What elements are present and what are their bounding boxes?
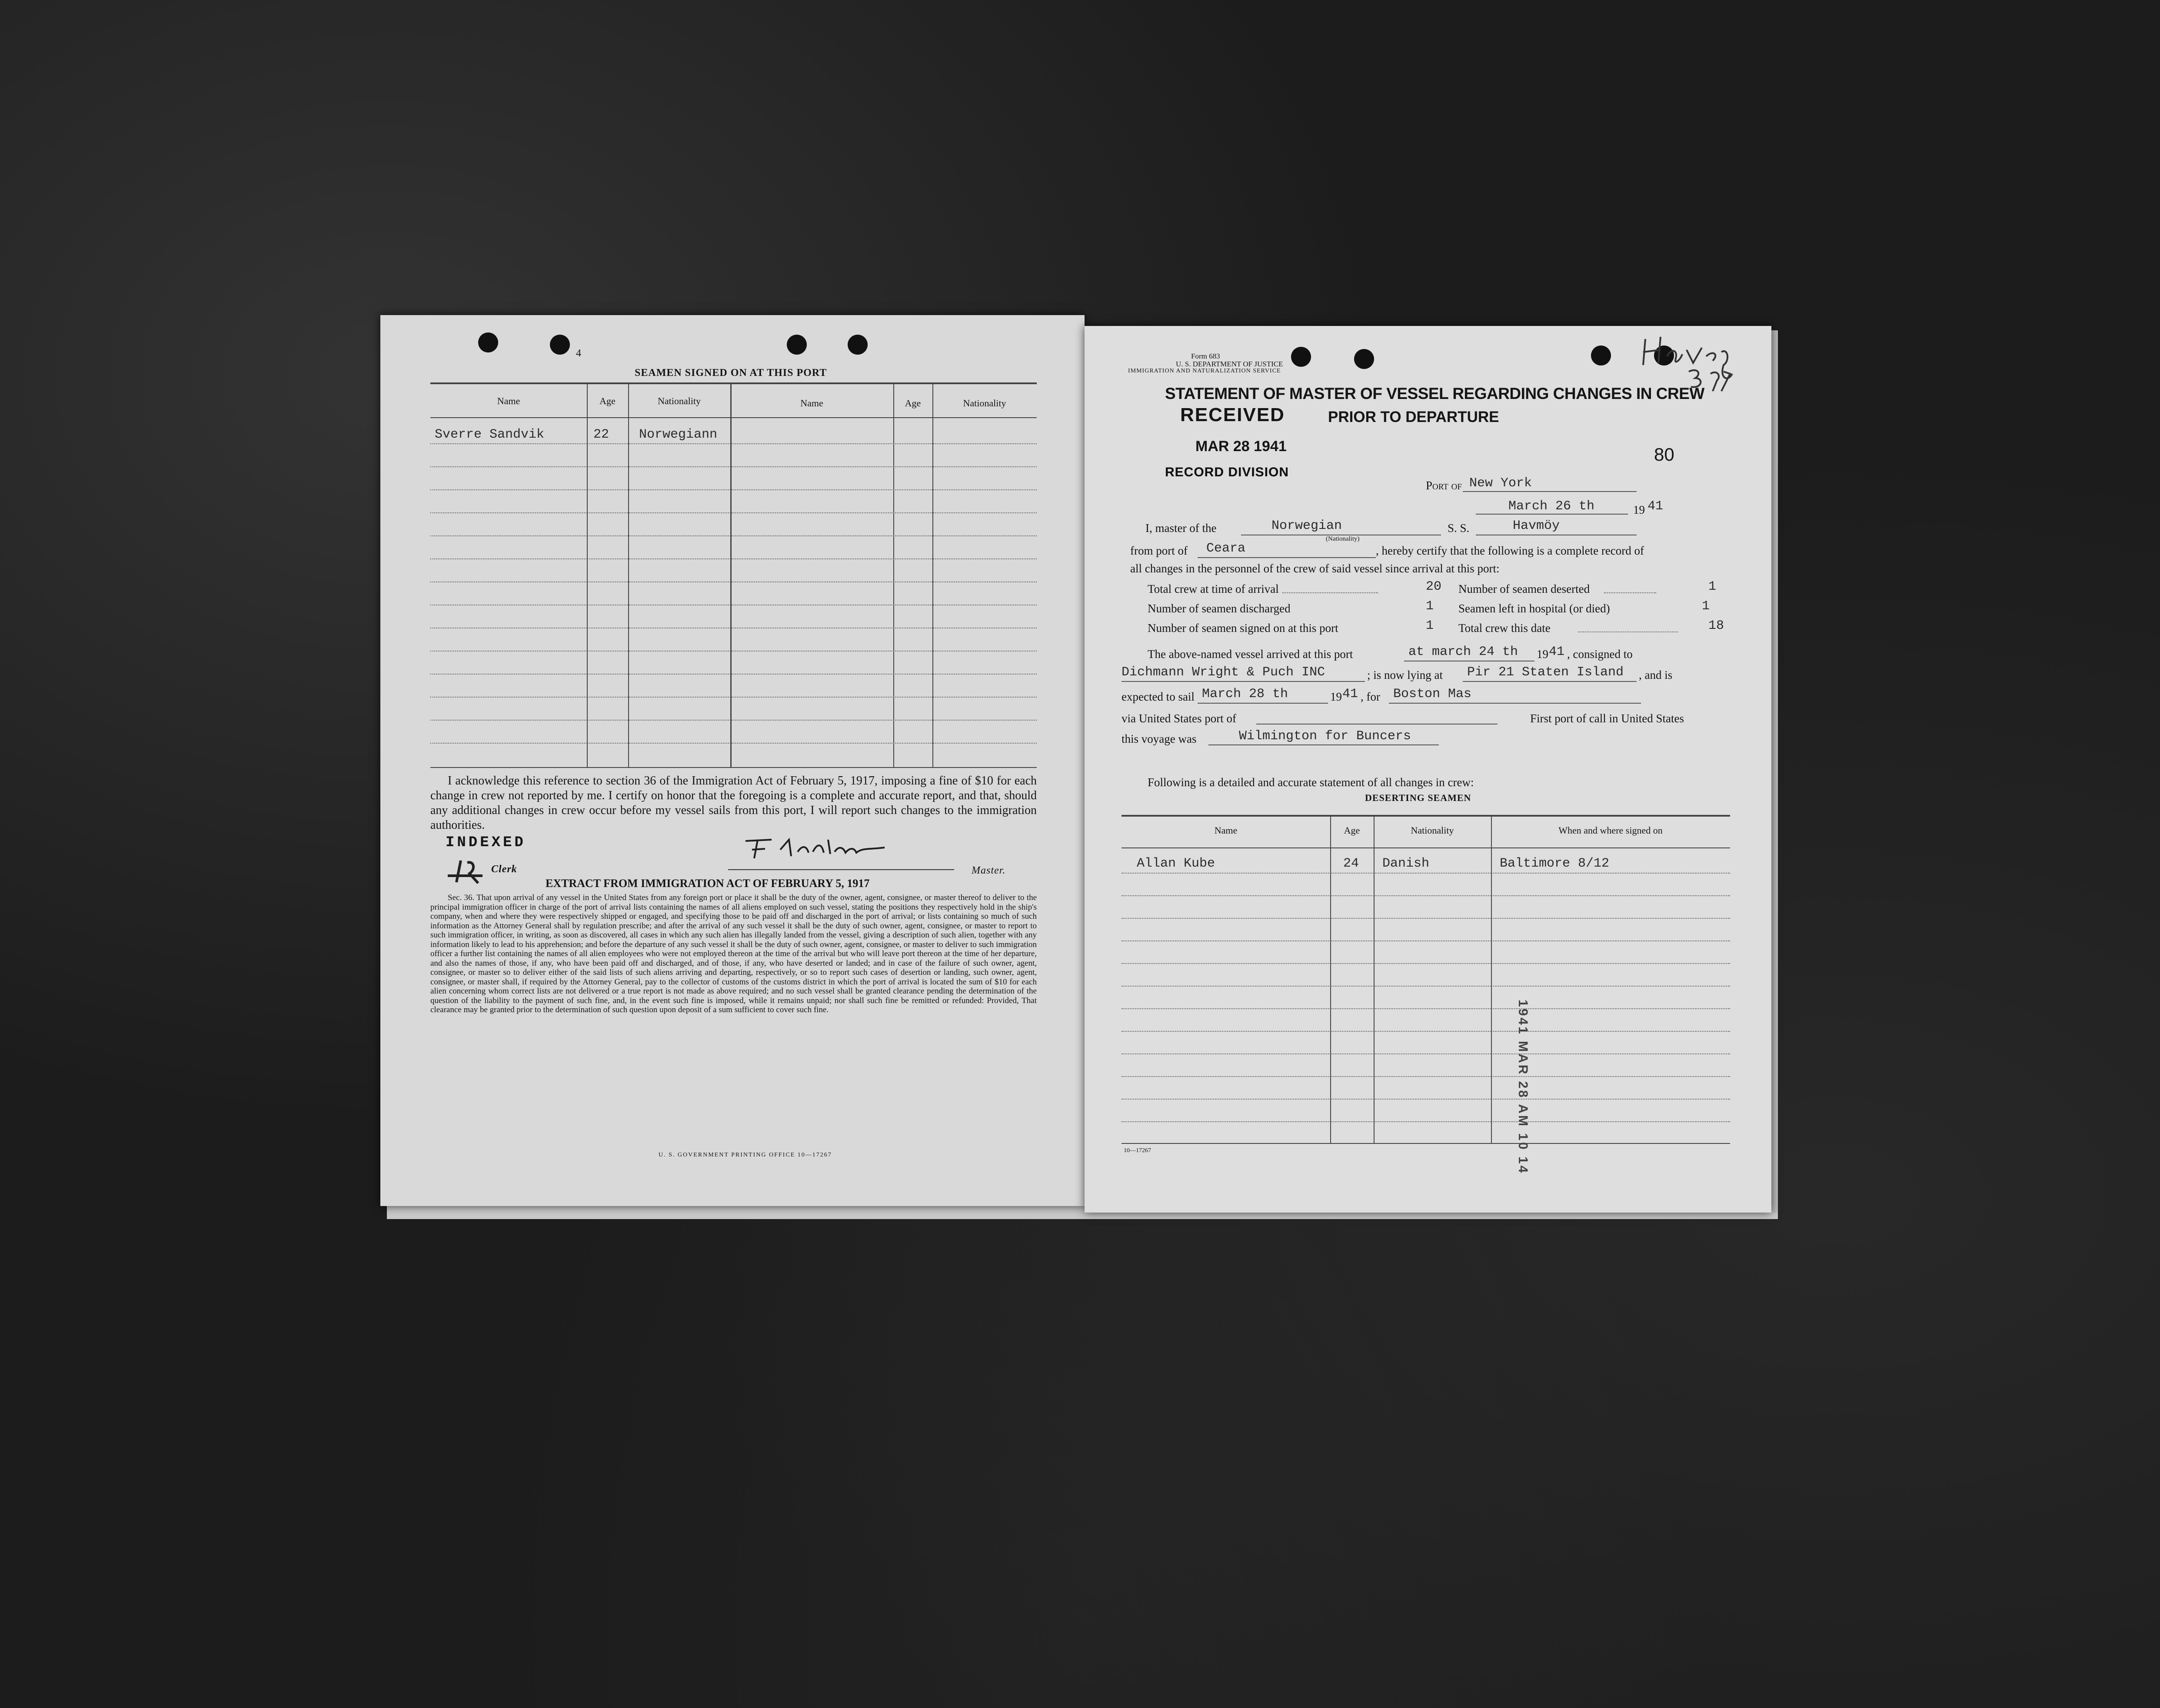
total-crew-date-label: Total crew this date — [1458, 621, 1551, 635]
hospital-label: Seamen left in hospital (or died) — [1458, 602, 1610, 615]
record-division-stamp: RECORD DIVISION — [1165, 465, 1289, 479]
arrived-label: The above-named vessel arrived at this port — [1148, 648, 1353, 661]
for-label: , for — [1361, 690, 1380, 703]
via-label: via United States port of — [1122, 712, 1236, 725]
port-label: Port of — [1426, 479, 1462, 492]
voyage-value: Wilmington for Buncers — [1239, 729, 1411, 744]
acknowledgement-text: I acknowledge this reference to section 36 of the Immigration Act of February 5, 1917, imposing a fine of $10 for each change in crew not reported by me. I certify on honor that the foregoing is a complete and accurate report, and that, should any additional changes in crew occur before my vessel sails from this port, I will report such changes to the immigration authorities. — [430, 774, 1037, 832]
col-age-2: Age — [905, 398, 921, 409]
arrived-value: at march 24 th — [1408, 645, 1518, 659]
indexed-stamp: INDEXED — [446, 834, 526, 851]
following-text: Following is a detailed and accurate statement of all changes in crew: — [1148, 776, 1474, 789]
col-age: Age — [599, 395, 616, 406]
received-stamp: RECEIVED — [1180, 404, 1285, 425]
lying-value: Pir 21 Staten Island — [1467, 665, 1624, 680]
table-row-age: 22 — [593, 427, 609, 442]
clerk-initials — [443, 856, 491, 887]
ship-name: Havmöy — [1513, 518, 1560, 533]
left-page — [380, 315, 1085, 1206]
section-title: SEAMEN SIGNED ON AT THIS PORT — [635, 367, 827, 379]
punch-hole — [550, 335, 570, 355]
punch-hole — [1354, 349, 1374, 369]
right-page — [1085, 326, 1771, 1213]
deserting-title: DESERTING SEAMEN — [1365, 792, 1471, 803]
consigned-label: , consigned to — [1567, 648, 1633, 661]
extract-title: EXTRACT FROM IMMIGRATION ACT OF FEBRUARY 5, 1917 — [546, 877, 870, 890]
and-is: , and is — [1639, 668, 1673, 681]
col-nationality-2: Nationality — [963, 398, 1006, 409]
from-port-value: Ceara — [1206, 541, 1246, 556]
service: IMMIGRATION AND NATURALIZATION SERVICE — [1128, 368, 1281, 374]
date-value: March 26 th — [1508, 499, 1595, 514]
printing-office-footer: U. S. GOVERNMENT PRINTING OFFICE 10—17267 — [659, 1152, 832, 1158]
lying-label: ; is now lying at — [1367, 668, 1443, 681]
form-title: STATEMENT OF MASTER OF VESSEL REGARDING CHANGES IN CREW — [1165, 385, 1704, 402]
hospital-count: 1 — [1702, 599, 1710, 614]
department: U. S. DEPARTMENT OF JUSTICE — [1176, 360, 1283, 368]
master-signature — [741, 834, 893, 865]
expected-year-value: 41 — [1342, 687, 1358, 701]
deserted-count: 1 — [1708, 579, 1717, 594]
deserter-name: Allan Kube — [1137, 856, 1215, 871]
port-value: New York — [1469, 476, 1532, 491]
expected-year: 19 — [1330, 690, 1342, 703]
master-of-label: I, master of the — [1145, 522, 1217, 535]
deserter-age: 24 — [1343, 856, 1359, 871]
first-port-label: First port of call in United States — [1530, 712, 1684, 725]
punch-hole — [787, 335, 807, 355]
year-prefix: 19 — [1633, 503, 1645, 516]
right-footer: 10—17267 — [1124, 1147, 1151, 1154]
signed-on-count: 1 — [1426, 618, 1434, 633]
clerk-label: Clerk — [491, 864, 517, 875]
discharged-count: 1 — [1426, 599, 1434, 614]
arrived-year-value: 41 — [1549, 645, 1565, 659]
col-deserter-name: Name — [1214, 825, 1238, 836]
total-crew-date: 18 — [1708, 618, 1724, 633]
punch-hole — [478, 332, 498, 352]
arrived-year: 19 — [1537, 648, 1548, 661]
discharged-label: Number of seamen discharged — [1148, 602, 1291, 615]
punch-hole — [1291, 347, 1311, 367]
deserted-label: Number of seamen deserted — [1458, 582, 1590, 595]
punch-hole — [1591, 346, 1611, 366]
received-date-stamp: MAR 28 1941 — [1195, 438, 1287, 455]
nationality-value: Norwegian — [1271, 518, 1342, 533]
from-port-label: from port of — [1130, 544, 1188, 557]
nationality-caption: (Nationality) — [1326, 535, 1360, 542]
page-number: 4 — [576, 348, 582, 359]
punch-hole — [848, 335, 868, 355]
file-number: 80 — [1654, 444, 1674, 465]
col-deserter-nationality: Nationality — [1411, 825, 1454, 836]
voyage-label: this voyage was — [1122, 732, 1197, 745]
table-row-nationality: Norwegiann — [639, 427, 718, 442]
master-label: Master. — [972, 865, 1006, 876]
col-deserter-age: Age — [1344, 825, 1360, 836]
expected-value: March 28 th — [1202, 687, 1288, 701]
col-name-2: Name — [800, 398, 823, 409]
deserter-signed-on: Baltimore 8/12 — [1500, 856, 1610, 871]
col-deserter-signed-on: When and where signed on — [1558, 825, 1663, 836]
consignee: Dichmann Wright & Puch INC — [1122, 665, 1325, 680]
destination: Boston Mas — [1393, 687, 1472, 701]
total-crew-arrival: 20 — [1426, 579, 1442, 594]
total-crew-arrival-label: Total crew at time of arrival — [1148, 582, 1279, 595]
col-nationality: Nationality — [658, 395, 701, 406]
certify-text: , hereby certify that the following is a complete record of — [1376, 544, 1644, 557]
certify-text-2: all changes in the personnel of the crew of said vessel since arrival at this port: — [1130, 562, 1500, 575]
vertical-date-stamp: 1941 MAR 28 AM 10 14 — [1516, 1000, 1530, 1175]
signature-line — [728, 869, 954, 870]
form-number: Form 683 — [1191, 352, 1220, 360]
table-row-name: Sverre Sandvik — [435, 427, 545, 442]
signed-on-label: Number of seamen signed on at this port — [1148, 621, 1338, 635]
year-value: 41 — [1647, 499, 1664, 514]
extract-text: Sec. 36. That upon arrival of any vessel in the United States from any foreign port or place it shall be the duty of the owner, agent, consignee, or master thereof to deliver to the principal immigration officer in charge of the port of arrival lists containing the names of all aliens employed on such vessel, stating the positions they respectively hold in the ship's company, when and where they were respectively shipped or engaged, and specifying those to be paid off and discharged in the port of arrival; or lists containing so much of such information as the Attorney General shall by regulation prescribe; and after the arrival of any such vessel it shall be the duty of such owner, agent, consignee, or master to report to such immigration officer, in writing, as soon as discovered, all cases in which any such alien has illegally landed from the vessel, giving a description of such alien, together with any information likely to lead to his apprehension; and before the departure of any such vessel it shall be the duty of such owner, agent, consignee, or master to deliver to such immigration officer a further list containing the names of all alien employees who were not employed thereon at the time of the arrival but who will leave port thereon at the time of her departure, and also the names of those, if any, who have been paid off and discharged, and of those, if any, who have deserted or landed; and in case of the failure of such owner, agent, consignee, or master so to deliver either of the said lists of such aliens arriving and departing, respectively, or so to report such cases of desertion or landing, such owner, agent, consignee, or master shall, if required by the Attorney General, pay to the collector of customs of the customs district in which the port of arrival is located the sum of $10 for each alien concerning whom correct lists are not delivered or a true report is not made as above required; and no such vessel shall be granted clearance pending the determination of the question of the liability to the payment of such fine, and, in the event such fine is imposed, while it remains unpaid; nor shall such fine be remitted or refunded: Provided, That clearance may be granted prior to the determination of such question upon deposit of a sum sufficient to cover such fine. — [430, 893, 1037, 1014]
form-subtitle: PRIOR TO DEPARTURE — [1328, 409, 1499, 425]
expected-label: expected to sail — [1122, 690, 1195, 703]
col-name: Name — [497, 395, 520, 406]
ss-label: S. S. — [1448, 522, 1470, 535]
deserter-nationality: Danish — [1382, 856, 1430, 871]
